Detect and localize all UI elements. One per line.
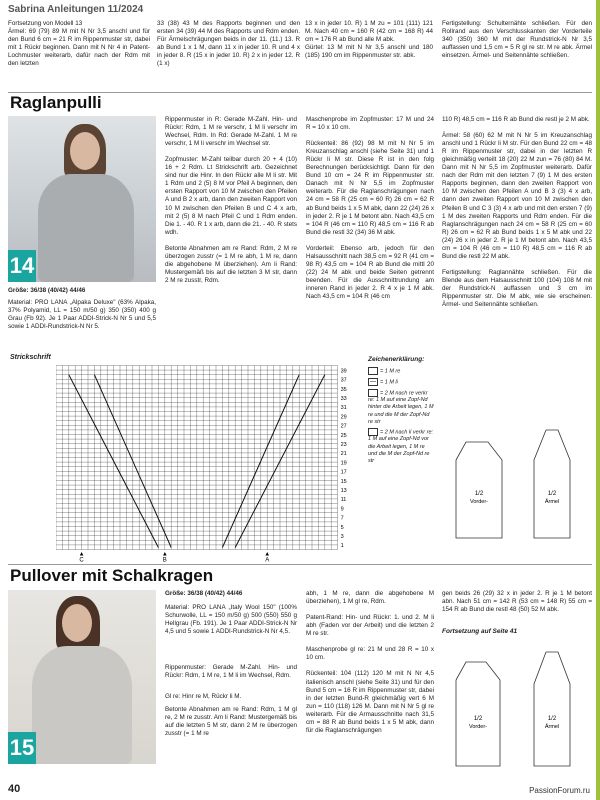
row-label: 13 [340,488,347,494]
svg-text:Ärmel: Ärmel [544,724,560,730]
legend [368,356,434,465]
legend-item-purl: — = 1 M li [370,379,398,386]
model-15-material: Material: PRO LANA „Italy Wool 150" (100% Schurwolle, LL = 150 m/50 g) 500 (550) 550 g Hellgrau (Fb. 191). Je 1 Paar ADDI-Strick-N Nr 4,5 und 5 sowie 1 ADDI-Rundstrick-N Nr 4,5. [165,604,297,636]
row-label: 5 [340,524,344,531]
pattern-arrow-label: B [162,557,167,562]
sweater [38,174,134,282]
pattern-arrow-label: C [79,557,84,562]
row-label: 23 [340,442,347,448]
top-col-4: Fertigstellung: Schulternähte schließen. Für den Rollrand aus den Verschlusskanten der Vorderteile 340 (350) 360 M mit der Rundstrick-N Nr 3,5 auffassen und 1,5 cm = 5 R gl re str. M re abk. Ärmel einsetzen. Ärmel- und Seitennähte schließen. [442,20,592,60]
row-label: 3 [340,534,344,540]
legend-item-cross-right: = 2 M nach re verkr re: 1 M auf eine Zopf-Nd hinter die Arbeit legen, 1 M re und die M der Zopf-Nd re str [368,390,434,425]
schematic-15-front-label: 1/2 [473,716,483,722]
pattern-arrow-icon: ▲ [264,551,271,558]
top-col-2: 33 (38) 43 M des Rapports beginnen und den ersten 34 (39) 44 M des Rapports und Rdm enden. Für Ärmelschrägungen beids in der 11. (11.) 13. R ab Bund 1 x 1 M, dann 11 x in jeder 10. R und 4 x in jeder 8. R (15 x in jeder 10. R) 2 x in jeder 12. R (1 x) [157,20,300,68]
page-number: 40 [8,783,21,795]
schematic-14-front-label: 1/2 [474,491,484,497]
legend-item-cross-left: = 2 M nach li verkr re: 1 M auf eine Zopf-Nd vor die Arbeit legen, 1 M re und die M der Zopf-Nd re str [368,429,434,464]
model-14-col-a: Rippenmuster in R: Gerade M-Zahl. Hin- und Rückr: Rdm, 1 M re verschr, 1 M li verschr im Wechsel, Rdm. In Rd: Gerade M-Zahl. 1 M re verschr, 1 M li verschr im Wechsel str. Zopfmuster: M-Zahl teilbar durch 20 + 4 (10) 16 + 2 Rdm. Lt Strickschrift arb. Gezeichnet sind nur die Hinr. In den Rückr alle M li str. Mit 1 Rdm und 2 (5) 8 M vor Pfeil A beginnen, den ersten Rapport von 10 M zwischen den Pfeilen A und B 2 x arb, dann den zweiten Rapport von 10 M zwischen den Pfeilen B und C 4 x arb, mit 2 (5) 8 M nach Pfeil C und 1 Rdm enden. Die 1. - 40. R 1 x arb, dann die 21. - 40. R stets wdh. Betonte Abnahmen am re Rand: Rdm, 2 M re überzogen zusstr (= 1 M re abh, 1 M re, dann die abgehobene M überziehen). Am li Rand: Mustergemäß bis auf die letzten 3 M str, dann 2 M re zusstr, Rdm. [165,116,297,284]
page-header: Sabrina Anleitungen 11/2024 [8,4,144,15]
face [62,604,92,642]
row-label: 29 [340,414,347,421]
legend-item-knit: = 1 M re [368,367,434,376]
model-15-betonte: Betonte Abnahmen am re Rand: Rdm, 1 M gl re, 2 M re zusstr. Am li Rand: Mustergemäß bis auf die letzten 5 M str, dann 2 M re überzogen zusstr (= 1 M re [165,706,297,738]
purl-symbol: — [370,379,376,386]
pattern-arrow-icon: ▲ [161,551,168,558]
row-label: 19 [340,460,347,467]
pattern-arrow-label: A [265,557,270,562]
model-15-title: Pullover mit Schalkragen [10,566,214,585]
cross-left-symbol [368,428,378,436]
model-15-col-b: abh, 1 M re, dann die abgehobene M überziehen), 1 M gl re, Rdm. Patent-Rand: Hin- und Rückr: 1. und 2. M li abh (Faden vor der Arbeit) und die letzten 2 M re str. Maschenprobe gl re: 21 M und 28 R = 10 x 10 cm. Rückenteil: 104 (112) 120 M mit N Nr 4,5 italienisch anschl (siehe Seite 31) und für den Bund 5 cm = 16 R im Rippenmuster str, dabei in der letzten Bund-R gleichmäßig vert 6 M zun = 110 (118) 126 M. Dann mit N Nr 5 gl re weiterarb. Für die Armausschnitte nach 31,5 cm = 88 R ab Bund beids 1 x 5 M abk, dann für die Raglanschrägungen [306,590,434,734]
knitting-chart-grid [56,364,366,562]
schematic-14-sleeve-label: 1/2 [547,491,557,497]
row-label: 1 [340,543,344,550]
model-15-col-c: gen beids 26 (29) 32 x in jeder 2. R je 1 M betont abn. Nach 51 cm = 142 R (53 cm = 148 R) 55 cm = 154 R ab Bund die restl 48 (50) 52 M abk. [442,590,592,614]
top-col-1: Fortsetzung von Modell 13 Ärmel: 69 (79) 89 M mit N Nr 3,5 anschl und für den Bund 6 cm = 21 R im Rippenmuster str, dabei mit 1 Rückr beginnen. Dann mit N Nr 4 in Patent-Lochmuster weiterarb, dafür nach der Rdm mit den letzten [8,20,150,68]
row-label: 21 [340,451,347,458]
row-label: 27 [340,423,347,430]
svg-text:Ärmel: Ärmel [544,499,560,505]
legend-title: Zeichenerklärung: [368,356,425,363]
schematic-14 [436,420,592,550]
side-accent-bar [596,0,600,800]
model-14-title: Raglanpulli [10,93,102,112]
top-col-3: 13 x in jeder 10. R) 1 M zu = 101 (111) 121 M. Nach 40 cm = 160 R (42 cm = 168 R) 44 cm = 176 R ab Bund alle M abk. Gürtel: 13 M mit N Nr 3,5 anschl und 180 (185) 190 cm im Rippenmuster str. abk. [305,20,433,60]
model-14-size: Größe: 36/38 (40/42) 44/46 [8,287,86,294]
row-label: 11 [340,497,347,504]
schematic-15-sleeve-label: 1/2 [547,716,557,722]
row-label: 7 [340,515,344,522]
sweater [32,646,132,764]
knitting-chart [56,364,366,567]
row-label: 35 [340,386,347,393]
model-15-glre: Gl re: Hinr re M, Rückr li M. [165,693,242,700]
model-14-col-c: 110 R) 48,5 cm = 116 R ab Bund die restl je 2 M abk. Ärmel: 58 (60) 62 M mit N Nr 5 im Kreuzanschlag anschl und 1 Rückr li M str. Für den Bund 22 cm = 48 R im Rippenmuster str, dabei in der letzten R gleichmäßig verteilt 18 (20) 22 M zun = 76 (80) 84 M. Dann mit N Nr 5,5 im Zopfmuster weiterarb. Dafür nach der Rdm mit den letzten 7 (9) 1 M des ersten Rapports beginnen, dann den zweiten Rapport von 10 M zwischen den Pfeilen A und B 3 (3) 4 x arb, dann den zweiten Rapport von 10 M zwischen den Pfeilen B und C 3 (3) 4 x arb und mit den ersten 7 (9) 1 M des zweiten Rapports und Rdm enden. Für die Raglanschrägungen nach 24 cm = 58 R (25 cm = 60 R) 26 cm = 62 R ab Bund beids 1 x 5 M abk und 22 (24) 26 x in jeder 2. R je 1 M betont abn. Nach 43,5 cm = 104 R (46 cm = 110 R) 48,5 cm = 116 R ab Bund die restl 22 M abk. Fertigstellung: Raglannähte schließen. Für die Blende aus dem Halsausschnitt 100 (104) 108 M mit der Rundstrick-N auffassen und 3 cm im Rippenmuster str. Die M abk, wie sie erscheinen. Ärmel- und Seitennähte schließen. [442,116,592,309]
continued-note: Fortsetzung auf Seite 41 [442,628,518,635]
model-14-col-b: Maschenprobe im Zopfmuster: 17 M und 24 R = 10 x 10 cm. Rückenteil: 86 (92) 98 M mit N Nr 5 im Kreuzanschlag anschl (siehe Seite 31) und 1 Rückr li M str. Diese R ist in den folg Berechnungen berücksichtigt. Dann für den Bund 10 cm = 24 R im Rippenmuster str. Danach mit N Nr 5,5 im Zopfmuster weiterarb. Für die Raglanschrägungen nach 24 cm = 58 R (25 cm = 60 R) 26 cm = 62 R ab Bund beids 1 x 5 M abk, dann 22 (24) 26 x in jeder 2. R je 1 M betont abn. Nach 43,5 cm = 104 R (46 cm = 110 R) 48,5 cm = 116 R ab Bund die restl 32 (34) 36 M abk. Vorderteil: Ebenso arb, jedoch für den Halsausschnitt nach 38,5 cm = 92 R (41 cm = 98 R) 43,5 cm = 104 R ab Bund die mittl 20 (22) 24 M abk und beide Seiten getrennt beenden. Für die Ausschnittrundung am inneren Rand in jeder 2. R 4 x je 1 M abk. Nach 43,5 cm = 104 R (46 cm [306,116,434,301]
watermark: PassionForum.ru [529,786,590,795]
model-14-badge: 14 [8,250,36,282]
schematic-15 [436,640,592,780]
model-15-rib: Rippenmuster: Gerade M-Zahl. Hin- und Rückr: Rdm, 1 M re, 1 M li im Wechsel, Rdm. [165,664,297,680]
svg-text:Vorder-: Vorder- [468,724,488,730]
model-15-badge: 15 [8,732,36,764]
divider-2 [8,564,592,565]
face [70,132,100,170]
row-label: 9 [340,506,344,513]
chart-title: Strickschrift [10,354,51,361]
row-label: 33 [340,396,347,402]
row-label: 17 [340,469,347,476]
model-15-size: Größe: 36/38 (40/42) 44/46 [165,590,243,597]
pattern-arrow-icon: ▲ [78,551,85,558]
row-label: 39 [340,368,347,375]
row-label: 15 [340,478,347,485]
knit-symbol [368,367,378,375]
svg-text:Vorder-: Vorder- [469,499,489,505]
row-label: 25 [340,432,347,439]
row-label: 37 [340,377,347,384]
row-label: 31 [340,405,347,412]
cross-right-symbol [368,389,378,397]
model-14-material: Material: PRO LANA „Alpaka Deluxe" (63% Alpaka, 37% Polyamid, LL = 150 m/50 g) 350 (350) 400 g Grau (Fb 92). Je 1 Paar ADDI-Strick-N Nr 5 und 5,5 sowie 1 ADDI-Rundstrick-N Nr 5. [8,299,156,331]
